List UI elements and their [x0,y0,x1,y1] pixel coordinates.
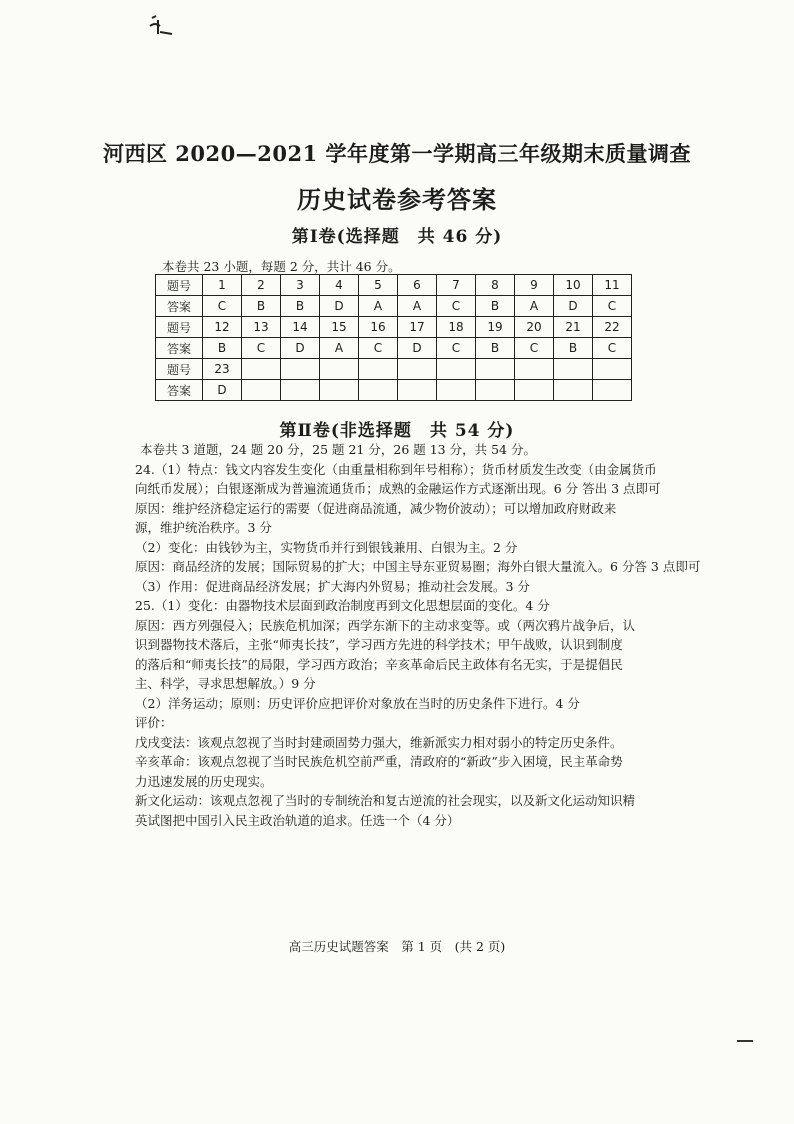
question-number-cell: 10 [554,275,593,296]
question-number-cell: 8 [476,275,515,296]
answer-cell: C [515,338,554,359]
q24-part1-line1: 24.（1）特点：钱文内容发生变化（由重量相称到年号相称）；货币材质发生改变（由金属货币 [135,461,657,477]
q25-eval-wuxu: 戊戌变法：该观点忽视了当时封建顽固势力强大，维新派实力相对弱小的特定历史条件。 [135,734,623,750]
answer-cell: B [242,296,281,317]
answer-cell: B [281,296,320,317]
q25-part2-line1: （2）洋务运动；原则：历史评价应把评价对象放在当时的历史条件下进行。4 分 [135,695,580,711]
document-subtitle: 历史试卷参考答案 [297,185,497,214]
question-number-cell: 2 [242,275,281,296]
answer-cell [515,380,554,401]
answer-cell: C [593,338,632,359]
q24-part2-line2: 原因：商品经济的发展；国际贸易的扩大；中国主导东亚贸易圈；海外白银大量流入。6 分答 3 点即可 [135,559,701,574]
q25-evaluation-label: 评价： [135,715,173,730]
q24-part1-line2: 向纸币发展）；白银逐渐成为普遍流通货币；成熟的金融运作方式逐渐出现。6 分 答出 3 点即可 [135,481,661,496]
question-number-cell [281,359,320,380]
section1-heading: 第Ⅰ卷(选择题 共 46 分) [291,227,503,247]
question-number-cell [242,359,281,380]
answer-row [156,380,632,401]
question-number-cell: 13 [242,317,281,338]
question-number-cell: 18 [437,317,476,338]
q25-eval-xinhai-line2: 力迅速发展的历史现实。 [135,773,273,789]
answer-row-label: 答案 [156,338,203,359]
question-number-cell: 4 [320,275,359,296]
section2-intro: 本卷共 3 道题，24 题 20 分，25 题 21 分，26 题 13 分，共 54 分。 [140,442,536,457]
answer-cell: A [320,338,359,359]
q24-part3-line1: （3）作用：促进商品经济发展；扩大海内外贸易；推动社会发展。3 分 [135,578,530,594]
answer-cell [242,380,281,401]
answer-cell: B [476,296,515,317]
question-number-row [156,275,632,296]
question-number-cell [515,359,554,380]
question-number-cell [437,359,476,380]
answer-cell: C [593,296,632,317]
question-number-cell [398,359,437,380]
question-number-row [156,317,632,338]
answer-row-label: 答案 [156,380,203,401]
answer-cell [320,380,359,401]
answer-cell: D [554,296,593,317]
q25-part1-line5: 主、科学，寻求思想解放。）9 分 [135,676,316,691]
answer-table [155,274,632,401]
question-number-cell [476,359,515,380]
document-title: 河西区 2020—2021 学年度第一学期高三年级期末质量调查 [102,141,691,166]
question-number-cell: 23 [203,359,242,380]
answer-cell: D [203,380,242,401]
question-number-cell: 5 [359,275,398,296]
question-number-cell [320,359,359,380]
q25-part1-line2: 原因：西方列强侵入；民族危机加深；西学东渐下的主动求变等。或（两次鸦片战争后，认 [135,617,636,633]
question-number-cell: 16 [359,317,398,338]
answer-cell [437,380,476,401]
answer-cell [281,380,320,401]
answer-cell: A [398,296,437,317]
question-number-cell: 11 [593,275,632,296]
answer-cell: C [359,338,398,359]
answer-cell: C [437,338,476,359]
answer-cell [359,380,398,401]
answer-cell: A [359,296,398,317]
question-number-cell: 6 [398,275,437,296]
answer-cell [593,380,632,401]
question-number-cell: 22 [593,317,632,338]
answer-cell: B [203,338,242,359]
question-number-cell: 17 [398,317,437,338]
q25-part1-line4: 的落后和“师夷长技”的局限，学习西方政治；辛亥革命后民主政体有名无实，于是提倡民 [135,656,623,672]
question-number-cell: 19 [476,317,515,338]
question-number-row-label: 题号 [156,317,203,338]
ink-dash [735,1038,755,1044]
answer-row [156,296,632,317]
question-number-cell: 20 [515,317,554,338]
q24-part1-line3: 原因：维护经济稳定运行的需要（促进商品流通，减少物价波动）；可以增加政府财政来 [135,500,617,516]
question-number-cell [593,359,632,380]
q25-eval-xinhai-line1: 辛亥革命：该观点忽视了当时民族危机空前严重，清政府的“新政”步入困境，民主革命势 [135,754,623,769]
question-number-cell: 9 [515,275,554,296]
question-number-cell [554,359,593,380]
question-number-cell: 21 [554,317,593,338]
q25-eval-newculture-line2: 英试图把中国引入民主政治轨道的追求。任选一个（4 分） [135,812,460,828]
answer-cell: C [203,296,242,317]
answer-row [156,338,632,359]
question-number-cell: 7 [437,275,476,296]
question-number-row-label: 题号 [156,275,203,296]
answer-cell: C [437,296,476,317]
answer-cell: C [242,338,281,359]
question-number-row-label: 题号 [156,359,203,380]
answer-cell [398,380,437,401]
q24-part1-line4: 源，维护统治秩序。3 分 [135,520,272,535]
q24-part2-line1: （2）变化：由钱钞为主，实物货币并行到银钱兼用、白银为主。2 分 [135,539,518,555]
ink-mark [146,12,176,42]
answer-row-label: 答案 [156,296,203,317]
q25-eval-newculture-line1: 新文化运动：该观点忽视了当时的专制统治和复古逆流的社会现实，以及新文化运动知识精 [135,793,636,808]
question-number-cell: 3 [281,275,320,296]
answer-cell [554,380,593,401]
section2-heading: 第Ⅱ卷(非选择题 共 54 分) [279,421,515,441]
q25-part1-line1: 25.（1）变化：由器物技术层面到政治制度再到文化思想层面的变化。4 分 [135,598,550,613]
section1-note: 本卷共 23 小题，每题 2 分，共计 46 分。 [162,259,401,274]
question-number-cell: 15 [320,317,359,338]
answer-cell: B [554,338,593,359]
question-number-cell: 14 [281,317,320,338]
answer-cell: D [398,338,437,359]
question-number-cell: 1 [203,275,242,296]
answer-cell: D [320,296,359,317]
page-footer: 高三历史试题答案 第 1 页 (共 2 页) [288,939,506,954]
question-number-row [156,359,632,380]
answer-cell: D [281,338,320,359]
section2-body [135,440,701,830]
question-number-cell: 12 [203,317,242,338]
answer-cell: B [476,338,515,359]
answer-cell: A [515,296,554,317]
answer-cell [476,380,515,401]
q25-part1-line3: 识到器物技术落后，主张“师夷长技”，学习西方先进的科学技术；甲午战败，认识到制度 [135,637,623,652]
question-number-cell [359,359,398,380]
